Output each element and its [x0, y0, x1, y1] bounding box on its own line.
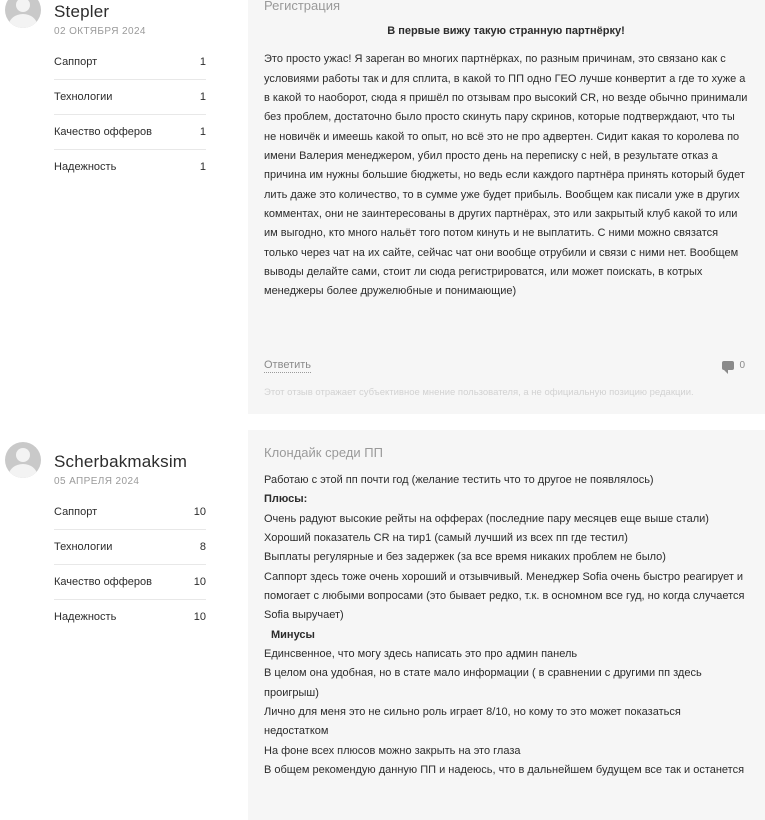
plus-heading: Плюсы: [264, 493, 308, 506]
rating-label: Качество офферов [54, 126, 152, 138]
review-body [264, 471, 748, 781]
rating-row-technology [54, 80, 206, 115]
rating-row-reliability [54, 150, 206, 184]
review-body [264, 22, 748, 302]
plus-item: Выплаты регулярные и без задержек (за все время никаких проблем не было) [264, 551, 666, 564]
review-title: Клондайк среди ПП [264, 445, 383, 460]
rating-label: Технологии [54, 541, 113, 553]
minus-item: В общем рекомендую данную ПП и надеюсь, что в дальнейшем будущем все так и останется [264, 764, 745, 777]
rating-row-support [54, 495, 206, 530]
rating-row-technology [54, 530, 206, 565]
comment-count[interactable] [722, 360, 745, 371]
minus-item: Единсвенное, что могу здесь написать это про админ панель [264, 648, 578, 661]
rating-value: 1 [199, 161, 206, 173]
review-date: 05 АПРЕЛЯ 2024 [54, 476, 140, 487]
plus-item: Очень радуют высокие рейты на офферах (последние пару месяцев еще выше стали) [264, 512, 709, 525]
rating-label: Технологии [54, 91, 113, 103]
ratings-list [54, 495, 206, 634]
rating-value: 1 [199, 56, 206, 68]
rating-value: 1 [199, 126, 206, 138]
rating-label: Надежность [54, 611, 117, 623]
rating-row-offer-quality [54, 115, 206, 150]
review-content [248, 430, 765, 820]
reviewer-panel [0, 0, 245, 414]
plus-item: Хороший показатель CR на тир1 (самый лучший из всех пп где тестил) [264, 532, 628, 545]
comment-count-value: 0 [739, 360, 745, 371]
rating-label: Саппорт [54, 506, 98, 518]
review-heading: В первые вижу такую странную партнёрку! [387, 25, 625, 37]
review-content [248, 0, 765, 414]
review-date: 02 ОКТЯБРЯ 2024 [54, 26, 146, 37]
minus-item: В целом она удобная, но в стате мало информации ( в сравнении с другими пп здесь проигрыш) [264, 667, 702, 699]
reviewer-name[interactable]: Scherbakmaksim [54, 452, 188, 471]
review-card-2 [0, 430, 765, 820]
reviewer-name[interactable]: Stepler [54, 2, 110, 21]
avatar-body-shape [9, 14, 37, 28]
avatar-head-shape [16, 0, 30, 12]
avatar-head-shape [16, 448, 30, 462]
minus-item: На фоне всех плюсов можно закрыть на это глаза [264, 744, 521, 757]
review-disclaimer: Этот отзыв отражает субъективное мнение пользователя, а не официальную позицию редакции. [264, 387, 694, 398]
rating-value: 8 [199, 541, 206, 553]
reviewer-panel [0, 430, 245, 820]
minus-item: Лично для меня это не сильно роль играет 8/10, но кому то это может показаться недостатком [264, 706, 681, 738]
reply-link[interactable]: Ответить [264, 359, 312, 371]
plus-item: Саппорт здесь тоже очень хороший и отзывчивый. Менеджер Sofia очень быстро реагирует и помогает с любыми вопросами (это бывает редко, т.к. в осномном все гуд, но когда случается Sofia выручает) [264, 570, 745, 622]
minus-heading: Минусы [271, 628, 315, 641]
rating-label: Надежность [54, 161, 117, 173]
review-title: Регистрация [264, 0, 340, 13]
review-text: Это просто ужас! Я зареган во многих партнёрках, по разным причинам, это связано как с условиями работы так и для сплита, в какой то ПП одно ГЕО лучше конвертит а где то хуже а в какой то наоборот, сюда я пришёл по отзывам про высокий CR, но везде обычно принимали без проблем, достаточно было просто скинуть пару скринов, которые подтверждают, что ты не новичёк и имеешь какой то опыт, но всё это не про адвертен. Сидит какая то королева по имени Валерия менеджером, убил просто день на переписку с ней, в результате отказ а причина им нужны большие бюджеты, но ведь если каждого партнёра принять который будет лить даже это количество, то в сумме уже будет прибыль. Вообщем как писали уже в других комментах, они не заинтересованы в других партнёрах, это или закрытый клуб какой то или им выгодно, кто много нальёт того потом кинуть и не выплатить. С ними можно связатся только через чат на их сайте, сейчас чат они вообще отрубили и связи с ними нет. Вообщем выводы делайте сами, стоит ли сюда регистрироватся, или может поискать, в котрых менеджеры более дружелюбные и понимающие) [264, 53, 748, 298]
review-intro: Работаю с этой пп почти год (желание тестить что то другое не появлялось) [264, 474, 654, 486]
rating-label: Качество офферов [54, 576, 152, 588]
rating-row-offer-quality [54, 565, 206, 600]
rating-value: 10 [193, 611, 206, 623]
avatar [5, 442, 41, 478]
rating-value: 10 [193, 506, 206, 518]
avatar-body-shape [9, 464, 37, 478]
ratings-list [54, 45, 206, 184]
comment-icon [722, 361, 734, 370]
rating-value: 1 [199, 91, 206, 103]
rating-row-reliability [54, 600, 206, 634]
avatar [5, 0, 41, 28]
rating-value: 10 [193, 576, 206, 588]
rating-row-support [54, 45, 206, 80]
rating-label: Саппорт [54, 56, 98, 68]
